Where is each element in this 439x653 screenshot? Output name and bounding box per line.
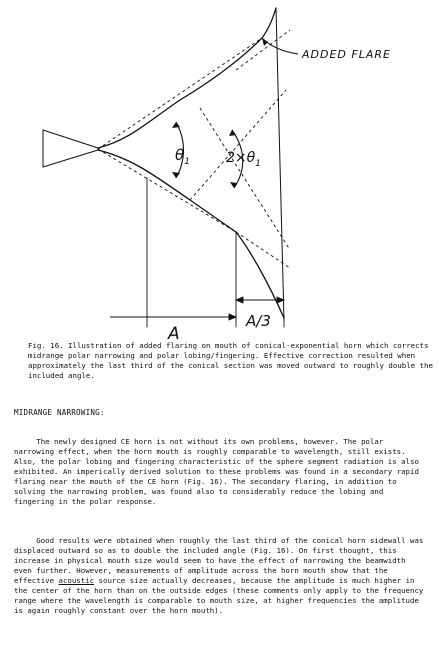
two-theta1-subscript: 1 (255, 159, 261, 169)
horn-lower-wall (98, 150, 284, 318)
para2-text-before: Good results were obtained when roughly the last third of the conical horn sidewall was displaced outward so as to double the included angle (Fig. 16). On first thought, this increase in physical mouth size would seem to have the effect of narrowing the beamwidth even further. However, measurements of amplitude across the horn mouth show that the effective (14, 536, 428, 585)
added-flare-label: ADDED FLARE (302, 48, 391, 61)
dashed-flare-ray-1 (190, 90, 286, 200)
body-paragraph-1: The newly designed CE horn is not without its own problems, however. The polar narrowing effect, when the horn mouth is roughly comparable to wavelength, still exists. Also, the polar lobing and fingering characteristic of the sphere segment radiation is also exhibited. An imperically derived solution to these problems was found in a secondary rapid flaring near the mouth of the CE horn (Fig. 16). The secondary flaring, in addition to solving the narrowing problem, was found also to considerably reduce the lobing and fingering in the polar response. (14, 437, 424, 506)
theta1-arrow-top (172, 122, 180, 128)
two-theta1-prefix: 2×θ (226, 150, 256, 166)
theta1-label (175, 146, 190, 167)
horn-mouth-line (276, 8, 284, 320)
theta1-symbol: θ (175, 146, 185, 164)
theta1-arrow-bottom (172, 172, 180, 178)
body-paragraph-2 (14, 536, 428, 616)
dim-a3-label: A/3 (246, 312, 271, 330)
horn-upper-wall (98, 8, 276, 148)
dim-a3-arrow-left (236, 297, 243, 303)
dashed-angle-ray-2 (98, 149, 236, 232)
dashed-angle-ray-1 (98, 38, 262, 149)
figure-caption: Fig. 16. Illustration of added flaring on mouth of conical-exponential horn which corrects midrange polar narrowing and polar lobing/fingering. Effective correction resulted when approximately the last third of the conical section was moved outward to roughly double the included angle. (28, 341, 438, 380)
theta1-subscript: 1 (184, 157, 190, 167)
para2-text-after: source size actually decreases, because the amplitude is much higher in the center of the horn than on the outside edges (these comments only apply to the frequency range where the wavelength is comparable to mouth size, at higher frequencies the amplitude is again roughly constant over the horn mouth). (14, 576, 428, 615)
dashed-flare-ray-2 (200, 108, 290, 250)
dim-a-arrow-right (229, 314, 236, 320)
added-flare-leader (262, 38, 298, 54)
horn-throat-outline (43, 130, 98, 167)
two-theta1-arrow-top (229, 130, 236, 136)
dim-a-label: A (168, 324, 180, 340)
section-heading: MIDRANGE NARROWING: (14, 408, 105, 417)
added-flare-arrowhead (262, 38, 268, 46)
para2-underlined-word: acoustic (58, 576, 95, 585)
two-theta1-label (226, 150, 261, 169)
